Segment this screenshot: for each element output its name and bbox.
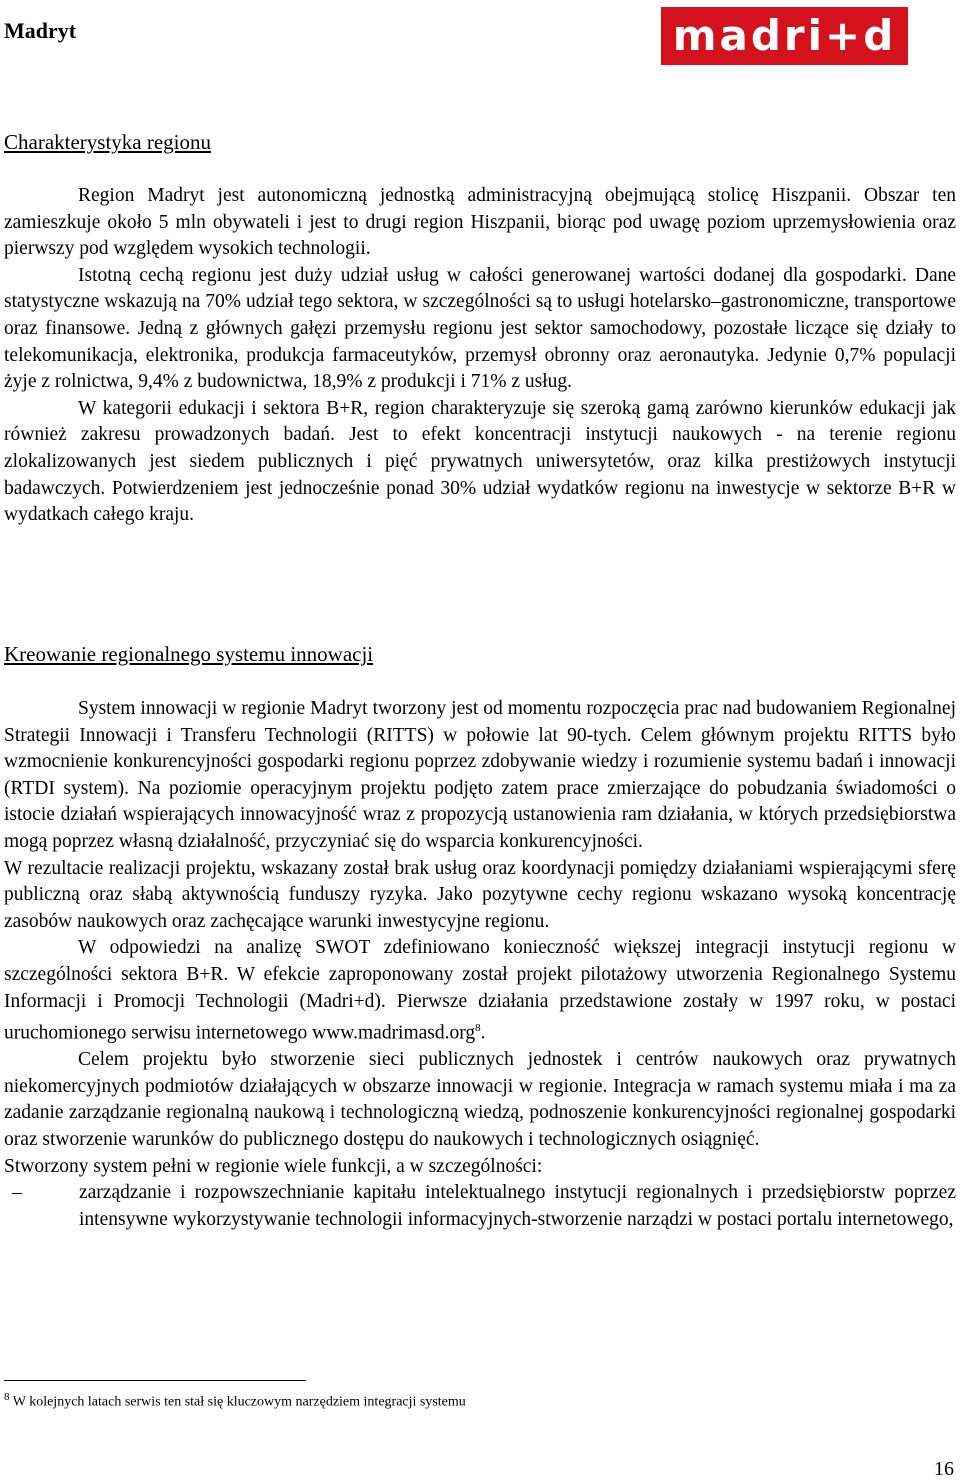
footnote-number: 8	[4, 1391, 10, 1403]
list-item-text: zarządzanie i rozpowszechnianie kapitału intelektualnego instytucji regionalnych i przedsiębiorstw poprzez intensywne wykorzystywanie technologii informacyjnych-stworzenie narządzi w postaci portalu internetowego,	[79, 1182, 956, 1230]
paragraph-end: .	[480, 1022, 486, 1044]
paragraph: Istotną cechą regionu jest duży udział usług w całości generowanej wartości dodanej dla gospodarki. Dane statystyczne wskazują na 70% udział tego sektora, w szczególności są to usługi hotelarsko–gastronomiczne, transportowe oraz finansowe. Jedną z głównych gałęzi przemysłu regionu jest sektor samochodowy, pozostałe liczące się działy to telekomunikacja, elektronika, produkcja farmaceutyków, przemysł obronny oraz aeronautyka. Jedynie 0,7% populacji żyje z rolnictwa, 9,4% z budownictwa, 18,9% z produkcji i 71% z usług.	[4, 264, 956, 393]
paragraph: Region Madryt jest autonomiczną jednostką administracyjną obejmującą stolicę Hiszpanii. Obszar ten zamieszkuje około 5 mln obywateli i jest to drugi region Hiszpanii, biorąc pod uwagę poziom uprzemysłowienia oraz pierwszy pod względem wysokich technologii.	[4, 185, 956, 260]
footnote-divider	[4, 1380, 306, 1381]
page-number: 16	[934, 1458, 954, 1480]
logo-text: madri+d	[672, 11, 897, 60]
paragraph: Stworzony system pełni w regionie wiele funkcji, a w szczególności:	[4, 1155, 543, 1177]
list-item	[4, 1180, 956, 1233]
paragraph-text: W odpowiedzi na analizę SWOT zdefiniowano konieczność większej integracji instytucji regionu w szczególności sektora B+R. W efekcie zaproponowany został projekt pilotażowy utworzenia Regionalnego Systemu Informacji i Promocji Technologii (Madri+d). Pierwsze działania przedstawione zostały w 1997 roku, w postaci uruchomionego serwisu internetowego www.madrimasd.org	[4, 937, 956, 1044]
section-heading-characteristics: Charakterystyka regionu	[4, 130, 212, 154]
page-header-title: Madryt	[4, 18, 77, 43]
paragraph: System innowacji w regionie Madryt tworzony jest od momentu rozpoczęcia prac nad budowaniem Regionalnej Strategii Innowacji i Transferu Technologii (RITTS) w połowie lat 90-tych. Celem głównym projektu RITTS było wzmocnienie konkurencyjności gospodarki regionu poprzez zdobywanie wiedzy i rozumienie systemu badań i innowacji (RTDI system). Na poziomie operacyjnym projektu podjęto zatem prace zmierzające do pobudzania świadomości o istocie działań wspierających innowacyjność wraz z propozycją ustanowienia ram działania, w których przedsiębiorstwa mogą poprzez własną działalność, przyczyniać się do wsparcia konkurencyjności.	[4, 698, 956, 852]
footnote	[4, 1391, 466, 1411]
section-heading-innovation-system: Kreowanie regionalnego systemu innowacji	[4, 642, 374, 666]
section1-body	[4, 183, 956, 529]
paragraph: W kategorii edukacji i sektora B+R, region charakteryzuje się szeroką gamą zarówno kierunków edukacji jak również zakresu prowadzonych badań. Jest to efekt koncentracji instytucji naukowych - na terenie regionu zlokalizowanych jest siedem publicznych i pięć prywatnych uniwersytetów, oraz kilka prestiżowych instytucji badawczych. Potwierdzeniem jest jednocześnie ponad 30% udział wydatków regionu na inwestycje w sektorze B+R w wydatkach całego kraju.	[4, 397, 956, 526]
paragraph: W rezultacie realizacji projektu, wskazany został brak usług oraz koordynacji pomiędzy działaniami wspierającymi sferę publiczną oraz słabą aktywnością funduszy ryzyka. Jako pozytywne cechy regionu wskazano wysoką koncentrację zasobów naukowych oraz zachęcające warunki inwestycyjne regionu.	[4, 857, 956, 932]
section2-body	[4, 696, 956, 1233]
footnote-reference: 8	[475, 1022, 481, 1035]
madrid-logo	[661, 7, 908, 65]
paragraph	[4, 935, 956, 1047]
bullet-dash: –	[12, 1182, 22, 1204]
footnote-text: W kolejnych latach serwis ten stał się kluczowym narzędziem integracji systemu	[9, 1394, 466, 1410]
paragraph: Celem projektu było stworzenie sieci publicznych jednostek i centrów naukowych oraz prywatnych niekomercyjnych podmiotów działających w obszarze innowacji w regionie. Integracja w ramach systemu miała i ma za zadanie zarządzanie regionalną naukową i technologiczną wiedzą, podnoszenie konkurencyjności regionalnej gospodarki oraz stworzenie warunków do publicznego dostępu do naukowych i technologicznych osiągnięć.	[4, 1049, 956, 1150]
